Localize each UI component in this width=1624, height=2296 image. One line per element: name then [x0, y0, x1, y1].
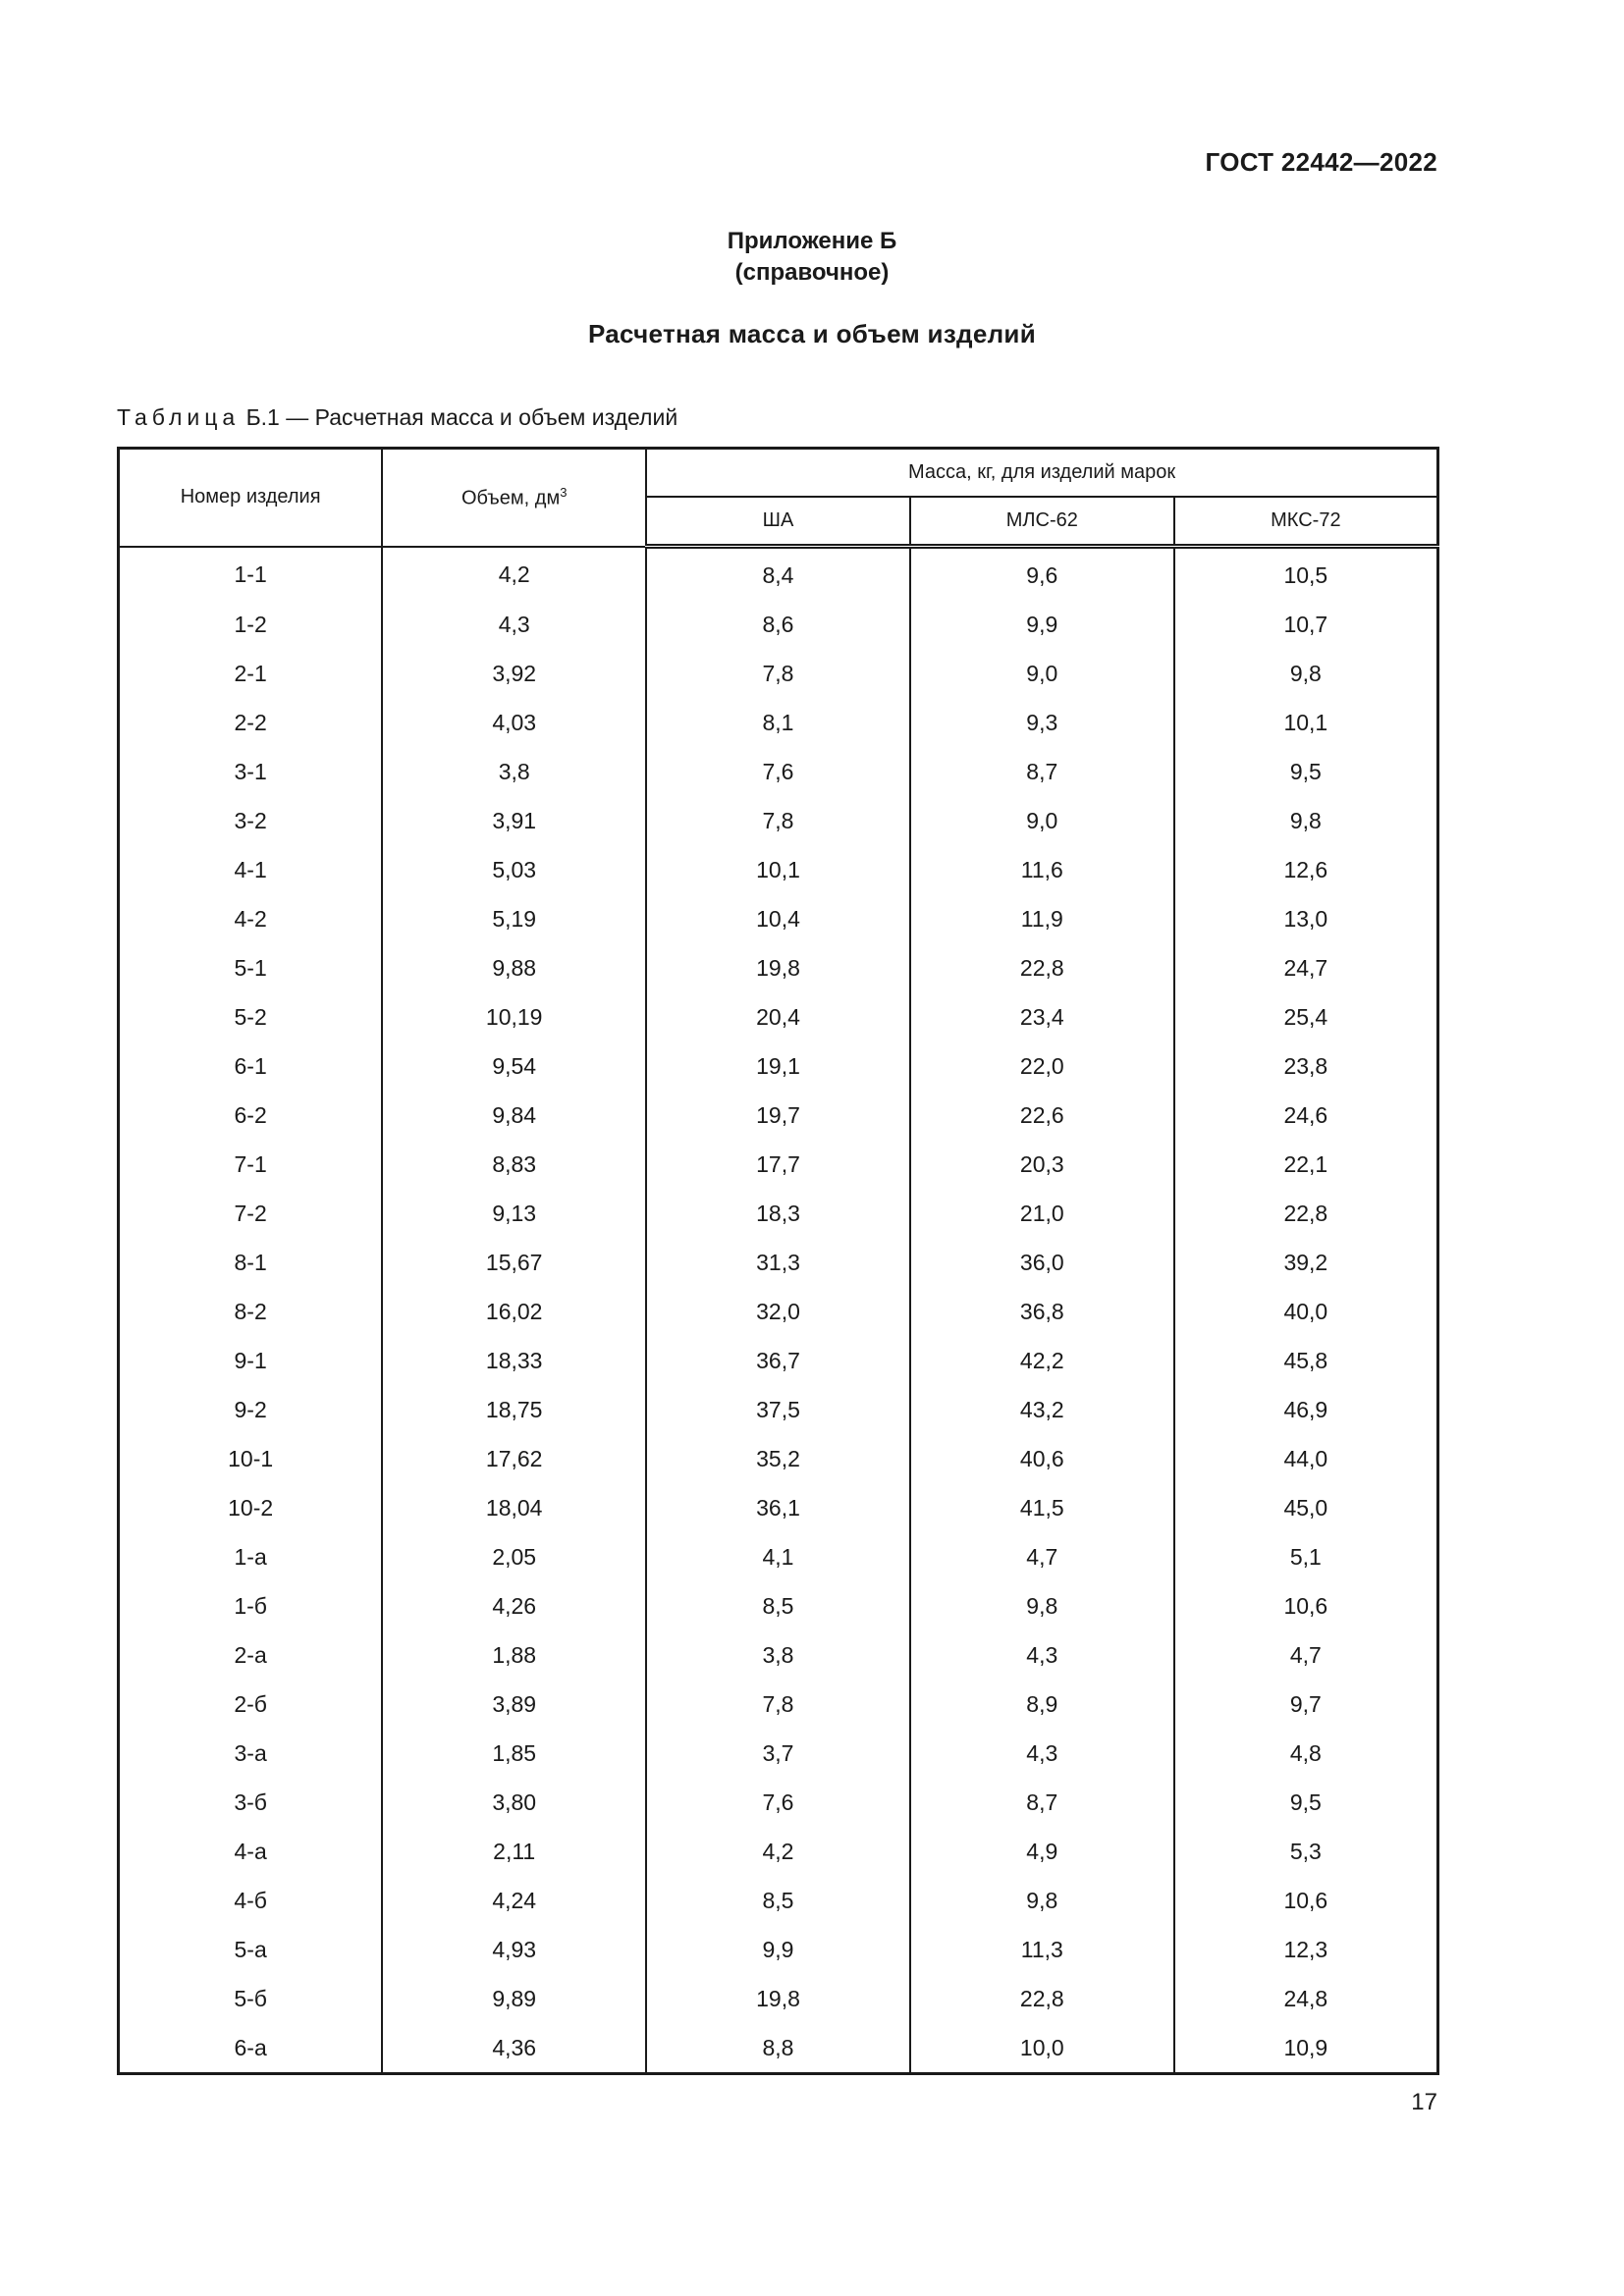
cell-mass-sha: 32,0: [646, 1287, 910, 1336]
cell-item-number: 7-1: [119, 1140, 383, 1189]
table-row: [119, 747, 1438, 796]
cell-mass-sha: 7,6: [646, 1778, 910, 1827]
header-mks-72: МКС-72: [1174, 497, 1438, 547]
cell-mass-mks-72: 23,8: [1174, 1041, 1438, 1091]
cell-mass-mls-62: 4,7: [910, 1532, 1174, 1581]
cell-mass-mks-72: 13,0: [1174, 894, 1438, 943]
cell-volume: 18,04: [382, 1483, 646, 1532]
cell-volume: 3,8: [382, 747, 646, 796]
table-row: [119, 1091, 1438, 1140]
cell-mass-mks-72: 5,3: [1174, 1827, 1438, 1876]
cell-item-number: 4-а: [119, 1827, 383, 1876]
cell-item-number: 2-а: [119, 1630, 383, 1680]
appendix-heading: [0, 226, 1624, 289]
cell-item-number: 8-2: [119, 1287, 383, 1336]
mass-volume-table: [117, 447, 1439, 2075]
cell-item-number: 3-2: [119, 796, 383, 845]
cell-mass-mls-62: 36,8: [910, 1287, 1174, 1336]
cell-mass-mks-72: 4,7: [1174, 1630, 1438, 1680]
cell-volume: 3,80: [382, 1778, 646, 1827]
cell-item-number: 6-1: [119, 1041, 383, 1091]
cell-item-number: 9-2: [119, 1385, 383, 1434]
cell-volume: 16,02: [382, 1287, 646, 1336]
cell-mass-sha: 10,4: [646, 894, 910, 943]
cell-mass-sha: 8,5: [646, 1581, 910, 1630]
cell-volume: 3,92: [382, 649, 646, 698]
cell-mass-sha: 36,1: [646, 1483, 910, 1532]
table-row: [119, 1974, 1438, 2023]
cell-mass-mks-72: 9,8: [1174, 796, 1438, 845]
cell-volume: 3,91: [382, 796, 646, 845]
cell-mass-mks-72: 45,0: [1174, 1483, 1438, 1532]
cell-mass-mls-62: 11,9: [910, 894, 1174, 943]
cell-volume: 18,75: [382, 1385, 646, 1434]
cell-mass-mks-72: 12,3: [1174, 1925, 1438, 1974]
cell-mass-mks-72: 10,6: [1174, 1581, 1438, 1630]
cell-mass-mks-72: 9,5: [1174, 1778, 1438, 1827]
cell-mass-sha: 10,1: [646, 845, 910, 894]
cell-mass-mks-72: 9,8: [1174, 649, 1438, 698]
cell-item-number: 3-а: [119, 1729, 383, 1778]
cell-mass-mks-72: 25,4: [1174, 992, 1438, 1041]
cell-mass-mks-72: 10,7: [1174, 600, 1438, 649]
table-row: [119, 2023, 1438, 2074]
cell-mass-mls-62: 4,9: [910, 1827, 1174, 1876]
cell-mass-mls-62: 40,6: [910, 1434, 1174, 1483]
cell-mass-sha: 8,8: [646, 2023, 910, 2074]
table-row: [119, 943, 1438, 992]
cell-item-number: 3-1: [119, 747, 383, 796]
table-row: [119, 1385, 1438, 1434]
cell-volume: 18,33: [382, 1336, 646, 1385]
cell-item-number: 5-а: [119, 1925, 383, 1974]
cell-mass-sha: 7,8: [646, 796, 910, 845]
table-row: [119, 649, 1438, 698]
cell-mass-mls-62: 41,5: [910, 1483, 1174, 1532]
cell-item-number: 4-б: [119, 1876, 383, 1925]
cell-mass-sha: 9,9: [646, 1925, 910, 1974]
cell-item-number: 1-б: [119, 1581, 383, 1630]
cell-item-number: 5-2: [119, 992, 383, 1041]
cell-mass-sha: 37,5: [646, 1385, 910, 1434]
table-row: [119, 600, 1438, 649]
cell-mass-sha: 17,7: [646, 1140, 910, 1189]
cell-volume: 4,93: [382, 1925, 646, 1974]
cell-mass-sha: 35,2: [646, 1434, 910, 1483]
cell-item-number: 5-1: [119, 943, 383, 992]
cell-mass-mks-72: 44,0: [1174, 1434, 1438, 1483]
cell-mass-mls-62: 36,0: [910, 1238, 1174, 1287]
cell-volume: 4,36: [382, 2023, 646, 2074]
table-caption-word: Таблица: [117, 404, 241, 430]
cell-item-number: 10-1: [119, 1434, 383, 1483]
cell-item-number: 3-б: [119, 1778, 383, 1827]
cell-item-number: 2-1: [119, 649, 383, 698]
table-row: [119, 1827, 1438, 1876]
table-row: [119, 1876, 1438, 1925]
cell-mass-sha: 3,8: [646, 1630, 910, 1680]
cell-mass-mls-62: 9,8: [910, 1876, 1174, 1925]
cell-mass-sha: 19,8: [646, 943, 910, 992]
table-row: [119, 894, 1438, 943]
cell-mass-sha: 7,8: [646, 1680, 910, 1729]
cell-item-number: 6-2: [119, 1091, 383, 1140]
cell-mass-sha: 8,4: [646, 547, 910, 601]
cell-volume: 17,62: [382, 1434, 646, 1483]
cell-mass-mks-72: 22,1: [1174, 1140, 1438, 1189]
cell-item-number: 8-1: [119, 1238, 383, 1287]
cell-mass-mls-62: 42,2: [910, 1336, 1174, 1385]
cell-mass-sha: 7,6: [646, 747, 910, 796]
cell-item-number: 4-1: [119, 845, 383, 894]
cell-mass-mls-62: 9,6: [910, 547, 1174, 601]
cell-mass-sha: 19,7: [646, 1091, 910, 1140]
cell-volume: 15,67: [382, 1238, 646, 1287]
cell-mass-mls-62: 22,6: [910, 1091, 1174, 1140]
cell-mass-mls-62: 10,0: [910, 2023, 1174, 2074]
table-row: [119, 698, 1438, 747]
cell-item-number: 10-2: [119, 1483, 383, 1532]
cell-volume: 9,84: [382, 1091, 646, 1140]
cell-mass-sha: 18,3: [646, 1189, 910, 1238]
table-row: [119, 1041, 1438, 1091]
cell-mass-sha: 4,2: [646, 1827, 910, 1876]
cell-volume: 4,26: [382, 1581, 646, 1630]
cell-mass-mks-72: 9,7: [1174, 1680, 1438, 1729]
table-row: [119, 1238, 1438, 1287]
cell-mass-mls-62: 21,0: [910, 1189, 1174, 1238]
cell-volume: 4,24: [382, 1876, 646, 1925]
cell-item-number: 1-а: [119, 1532, 383, 1581]
table-caption-text: Б.1 — Расчетная масса и объем изделий: [245, 404, 678, 430]
cell-volume: 3,89: [382, 1680, 646, 1729]
cell-mass-mls-62: 9,0: [910, 796, 1174, 845]
cell-volume: 9,54: [382, 1041, 646, 1091]
cell-mass-mks-72: 40,0: [1174, 1287, 1438, 1336]
cell-item-number: 1-1: [119, 547, 383, 601]
cell-mass-mls-62: 11,3: [910, 1925, 1174, 1974]
cell-volume: 9,13: [382, 1189, 646, 1238]
cell-mass-mls-62: 11,6: [910, 845, 1174, 894]
cell-mass-sha: 31,3: [646, 1238, 910, 1287]
header-volume: [382, 449, 646, 547]
cell-volume: 9,89: [382, 1974, 646, 2023]
table-row: [119, 1778, 1438, 1827]
cell-mass-mls-62: 22,8: [910, 1974, 1174, 2023]
cell-mass-mls-62: 9,0: [910, 649, 1174, 698]
header-volume-exponent: 3: [560, 484, 568, 500]
cell-volume: 5,19: [382, 894, 646, 943]
table-row: [119, 1729, 1438, 1778]
cell-mass-mls-62: 9,9: [910, 600, 1174, 649]
cell-mass-mks-72: 9,5: [1174, 747, 1438, 796]
table-caption: [117, 404, 677, 431]
cell-item-number: 7-2: [119, 1189, 383, 1238]
cell-mass-mks-72: 24,8: [1174, 1974, 1438, 2023]
table-row: [119, 1287, 1438, 1336]
cell-item-number: 2-б: [119, 1680, 383, 1729]
cell-mass-mls-62: 4,3: [910, 1729, 1174, 1778]
page-number: 17: [1411, 2089, 1437, 2115]
cell-mass-mls-62: 8,9: [910, 1680, 1174, 1729]
cell-mass-sha: 36,7: [646, 1336, 910, 1385]
header-volume-label: Объем, дм: [460, 487, 561, 509]
cell-item-number: 2-2: [119, 698, 383, 747]
table-row: [119, 1336, 1438, 1385]
cell-mass-mks-72: 39,2: [1174, 1238, 1438, 1287]
table-row: [119, 796, 1438, 845]
cell-mass-sha: 4,1: [646, 1532, 910, 1581]
appendix-title: Приложение Б: [727, 228, 897, 254]
cell-mass-mks-72: 10,6: [1174, 1876, 1438, 1925]
table-row: [119, 1680, 1438, 1729]
cell-mass-sha: 8,1: [646, 698, 910, 747]
cell-mass-mks-72: 10,5: [1174, 547, 1438, 601]
cell-volume: 2,05: [382, 1532, 646, 1581]
cell-volume: 4,2: [382, 547, 646, 601]
header-mass-group: Масса, кг, для изделий марок: [646, 449, 1437, 498]
table-row: [119, 1140, 1438, 1189]
cell-volume: 4,3: [382, 600, 646, 649]
cell-mass-mks-72: 45,8: [1174, 1336, 1438, 1385]
cell-item-number: 1-2: [119, 600, 383, 649]
cell-mass-sha: 8,6: [646, 600, 910, 649]
cell-volume: 8,83: [382, 1140, 646, 1189]
cell-mass-mls-62: 9,3: [910, 698, 1174, 747]
cell-volume: 9,88: [382, 943, 646, 992]
table-row: [119, 845, 1438, 894]
cell-item-number: 9-1: [119, 1336, 383, 1385]
cell-mass-sha: 8,5: [646, 1876, 910, 1925]
table-row: [119, 1189, 1438, 1238]
cell-mass-mls-62: 8,7: [910, 1778, 1174, 1827]
cell-mass-mls-62: 43,2: [910, 1385, 1174, 1434]
standard-number: ГОСТ 22442—2022: [1205, 147, 1437, 177]
cell-mass-mks-72: 12,6: [1174, 845, 1438, 894]
cell-mass-sha: 19,1: [646, 1041, 910, 1091]
cell-mass-mks-72: 4,8: [1174, 1729, 1438, 1778]
table-row: [119, 1434, 1438, 1483]
cell-volume: 4,03: [382, 698, 646, 747]
cell-mass-mls-62: 20,3: [910, 1140, 1174, 1189]
cell-mass-sha: 19,8: [646, 1974, 910, 2023]
cell-mass-mls-62: 22,0: [910, 1041, 1174, 1091]
cell-mass-sha: 20,4: [646, 992, 910, 1041]
cell-mass-mks-72: 10,9: [1174, 2023, 1438, 2074]
cell-mass-mks-72: 22,8: [1174, 1189, 1438, 1238]
cell-mass-sha: 3,7: [646, 1729, 910, 1778]
appendix-subtitle: (справочное): [734, 259, 890, 286]
cell-mass-sha: 7,8: [646, 649, 910, 698]
cell-mass-mls-62: 8,7: [910, 747, 1174, 796]
cell-item-number: 6-а: [119, 2023, 383, 2074]
table-row: [119, 1630, 1438, 1680]
cell-mass-mks-72: 46,9: [1174, 1385, 1438, 1434]
cell-mass-mks-72: 24,7: [1174, 943, 1438, 992]
cell-item-number: 4-2: [119, 894, 383, 943]
cell-mass-mls-62: 9,8: [910, 1581, 1174, 1630]
cell-volume: 5,03: [382, 845, 646, 894]
cell-volume: 1,85: [382, 1729, 646, 1778]
header-item-number: Номер изделия: [119, 449, 383, 547]
cell-mass-mls-62: 23,4: [910, 992, 1174, 1041]
table-row: [119, 1532, 1438, 1581]
cell-mass-mks-72: 24,6: [1174, 1091, 1438, 1140]
cell-volume: 10,19: [382, 992, 646, 1041]
cell-mass-mks-72: 5,1: [1174, 1532, 1438, 1581]
table-row: [119, 1925, 1438, 1974]
header-mls-62: МЛС-62: [910, 497, 1174, 547]
header-sha: ША: [646, 497, 910, 547]
table-row: [119, 992, 1438, 1041]
table-body: [119, 547, 1438, 2074]
cell-volume: 1,88: [382, 1630, 646, 1680]
section-title: Расчетная масса и объем изделий: [587, 319, 1036, 348]
cell-mass-mks-72: 10,1: [1174, 698, 1438, 747]
cell-volume: 2,11: [382, 1827, 646, 1876]
cell-item-number: 5-б: [119, 1974, 383, 2023]
cell-mass-mls-62: 4,3: [910, 1630, 1174, 1680]
table-row: [119, 1581, 1438, 1630]
table-row: [119, 1483, 1438, 1532]
table-row: [119, 547, 1438, 601]
cell-mass-mls-62: 22,8: [910, 943, 1174, 992]
